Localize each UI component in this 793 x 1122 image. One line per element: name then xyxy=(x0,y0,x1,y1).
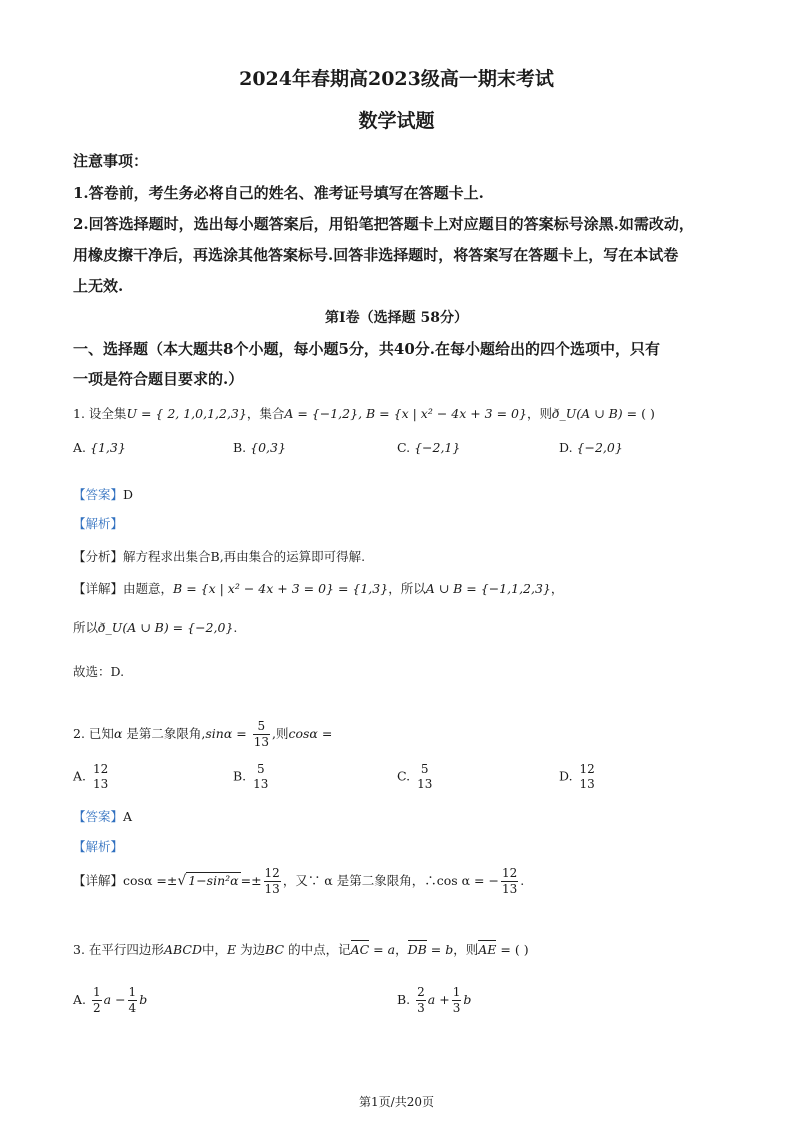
question-1-text-c: ，则 xyxy=(526,406,552,421)
question-1-set-u: U = { 2, 1,0,1,2,3} xyxy=(126,406,247,421)
notice-item-2-line-2: 用橡皮擦干净后，再选涂其他答案标号.回答非选择题时，将答案写在答题卡上，写在本试卷 xyxy=(73,246,679,264)
point-e: E xyxy=(226,942,237,957)
exam-subtitle: 数学试题 xyxy=(358,110,435,132)
question-1-fenxi xyxy=(73,547,365,565)
question-1-sets-ab: A = {−1,2}, B = {x | x² − 4x + 3 = 0} xyxy=(284,406,527,421)
option-b-label: B. xyxy=(233,768,247,784)
question-2-text-b: 是第二象限角, xyxy=(126,726,206,741)
option-b-fraction xyxy=(252,762,269,792)
exam-title: 2024年春期高2023级高一期末考试 xyxy=(239,68,554,90)
question-2-detail: 【详解】cosα =±√ 1−sin²α =± $\frac{12}{13}$ ，又∵ α 是第二象限角，∴cos α = − $\frac{12}{13}$ . xyxy=(73,866,525,896)
alpha-symbol: α xyxy=(113,726,123,741)
vector-db: DB xyxy=(407,942,427,957)
option-a-middle: a − xyxy=(103,992,126,1007)
question-2-option-a xyxy=(73,762,111,792)
denominator: 13 xyxy=(253,735,269,749)
volume-heading: 第I卷（选择题 58分） xyxy=(325,310,468,326)
detail-set-b: B = {x | x² − 4x + 3 = 0} = {1,3} xyxy=(173,581,389,596)
numerator: 12 xyxy=(264,866,280,880)
denominator: 13 xyxy=(253,777,269,791)
option-b-label: B. xyxy=(233,440,247,455)
question-2-text-c: ,则 xyxy=(271,726,289,741)
numerator: 1 xyxy=(128,985,137,999)
question-3-option-a xyxy=(73,985,147,1016)
option-b-fraction-2 xyxy=(452,985,462,1016)
numerator: 12 xyxy=(93,762,109,776)
option-b-label: B. xyxy=(397,992,411,1007)
detail-text-e: ， xyxy=(550,581,564,596)
question-1-number: 1. xyxy=(73,406,85,421)
question-1-option-a xyxy=(73,440,126,455)
numerator: 5 xyxy=(256,762,265,776)
question-2-stem xyxy=(73,719,332,750)
detail2-complement: ð_U(A ∪ B) = {−2,0} xyxy=(98,620,234,635)
denominator: 13 xyxy=(264,882,280,896)
page-number: 第1页/共20页 xyxy=(359,1095,434,1109)
question-2-text-a: 已知 xyxy=(88,726,114,741)
question-1-analysis-tag: 【解析】 xyxy=(73,516,124,531)
detail-union: A ∪ B = {−1,1,2,3} xyxy=(425,581,551,596)
vector-ac: AC xyxy=(350,942,370,957)
detail-eq: =± xyxy=(240,873,262,888)
question-2-option-b xyxy=(233,762,271,792)
separator: ， xyxy=(395,942,408,957)
question-1-detail-line-2 xyxy=(73,618,237,636)
sin-expression: sinα = xyxy=(205,726,247,741)
option-c-fraction xyxy=(416,762,433,792)
question-3-text-b: 中， xyxy=(201,942,227,957)
question-1-option-b xyxy=(233,440,286,455)
numerator: 1 xyxy=(93,985,101,999)
denominator: 2 xyxy=(93,1001,101,1015)
option-a-label: A. xyxy=(73,440,87,455)
vector-db-eq: = b xyxy=(430,942,454,957)
question-1-option-c xyxy=(397,440,460,455)
question-3-option-b xyxy=(397,985,471,1016)
numerator: 12 xyxy=(501,866,518,880)
answer-tag: 【答案】 xyxy=(73,809,124,824)
denominator: 3 xyxy=(417,1001,425,1015)
detail-text-a: 由题意， xyxy=(123,581,174,596)
detail-cos: cosα =± xyxy=(123,873,178,888)
option-d-fraction xyxy=(579,762,596,792)
question-1-answer-paren: ( ) xyxy=(641,406,655,421)
question-3-stem xyxy=(73,940,529,958)
denominator: 13 xyxy=(579,777,595,791)
vector-ae-eq: = xyxy=(500,942,511,957)
answer-tag: 【答案】 xyxy=(73,487,124,502)
question-2-answer xyxy=(73,807,132,825)
parallelogram-label: ABCD xyxy=(163,942,202,957)
question-2-analysis-tag: 【解析】 xyxy=(73,839,124,854)
numerator: 2 xyxy=(417,985,425,999)
option-b-middle: a + xyxy=(427,992,450,1007)
part-heading-line-1: 一、选择题（本大题共8个小题，每小题5分，共40分.在每小题给出的四个选项中，只有 xyxy=(73,340,660,358)
fraction-5-13 xyxy=(253,719,270,750)
detail-text-c: ，所以 xyxy=(388,581,426,596)
option-a-end: b xyxy=(139,992,148,1007)
answer-value: A xyxy=(123,809,133,824)
question-3-number: 3. xyxy=(73,942,85,957)
numerator: 5 xyxy=(253,719,270,735)
denominator: 13 xyxy=(93,777,109,791)
side-bc: BC xyxy=(265,942,285,957)
notice-item-2-line-1: 2.回答选择题时，选出每小题答案后，用铅笔把答题卡上对应题目的答案标号涂黑.如需改动， xyxy=(73,215,694,233)
option-c-label: C. xyxy=(397,768,411,784)
option-d-label: D. xyxy=(559,440,573,455)
numerator: 12 xyxy=(579,762,595,776)
denominator: 3 xyxy=(452,1001,461,1015)
answer-value: D xyxy=(123,487,134,502)
question-1-conclusion: 故选：D. xyxy=(73,664,125,679)
vector-ac-eq: = a xyxy=(373,942,396,957)
denominator: 4 xyxy=(128,1001,137,1015)
detail-middle: ，又∵ α 是第二象限角，∴cos α = − xyxy=(282,873,499,888)
option-a-value: {1,3} xyxy=(90,440,126,455)
option-a-fraction-2 xyxy=(128,985,138,1016)
option-a-label: A. xyxy=(73,768,87,784)
detail-tag: 【详解】 xyxy=(73,581,124,596)
question-1-answer xyxy=(73,485,133,503)
vector-ae: AE xyxy=(478,942,497,957)
question-1-detail-line-1 xyxy=(73,579,563,597)
option-b-value: {0,3} xyxy=(250,440,286,455)
option-d-label: D. xyxy=(559,768,573,784)
fenxi-tag: 【分析】 xyxy=(73,549,124,564)
notice-heading: 注意事项： xyxy=(73,152,149,170)
question-1-stem xyxy=(73,404,655,422)
question-3-text-d: 的中点，记 xyxy=(288,942,351,957)
question-3-text-e: ，则 xyxy=(453,942,479,957)
detail-end: . xyxy=(520,873,525,888)
option-b-end: b xyxy=(463,992,472,1007)
numerator: 5 xyxy=(420,762,429,776)
denominator: 13 xyxy=(417,777,433,791)
question-2-number: 2. xyxy=(73,726,85,741)
detail2-text-a: 所以 xyxy=(73,620,99,635)
question-1-text-a: 设全集 xyxy=(88,406,127,421)
option-a-fraction-1 xyxy=(92,985,102,1016)
fenxi-text: 解方程求出集合B,再由集合的运算即可得解. xyxy=(123,549,366,564)
option-d-value: {−2,0} xyxy=(576,440,623,455)
cos-expression: cosα = xyxy=(288,726,333,741)
question-3-text-c: 为边 xyxy=(240,942,266,957)
notice-item-1: 1.答卷前，考生务必将自己的姓名、准考证号填写在答题卡上. xyxy=(73,184,484,202)
question-2-option-c xyxy=(397,762,435,792)
numerator: 1 xyxy=(452,985,461,999)
question-1-option-d xyxy=(559,440,623,455)
question-3-answer-paren: ( ) xyxy=(514,942,529,957)
option-c-label: C. xyxy=(397,440,411,455)
detail-tag: 【详解】 xyxy=(73,873,124,888)
option-c-value: {−2,1} xyxy=(414,440,461,455)
option-a-label: A. xyxy=(73,992,87,1007)
question-1-expression: ð_U(A ∪ B) = xyxy=(551,406,638,421)
denominator: 13 xyxy=(501,882,518,896)
part-heading-line-2: 一项是符合题目要求的.） xyxy=(73,370,244,388)
question-2-option-d xyxy=(559,762,598,792)
option-a-fraction xyxy=(92,762,109,792)
notice-item-2-line-3: 上无效. xyxy=(73,277,124,295)
question-1-text-b: ，集合 xyxy=(246,406,285,421)
detail2-end: . xyxy=(233,620,238,635)
detail-sqrt: 1−sin²α xyxy=(188,873,239,888)
detail-fraction-2 xyxy=(501,866,518,897)
question-3-text-a: 在平行四边形 xyxy=(88,942,164,957)
option-b-fraction-1 xyxy=(416,985,426,1016)
detail-fraction-1 xyxy=(264,866,281,897)
